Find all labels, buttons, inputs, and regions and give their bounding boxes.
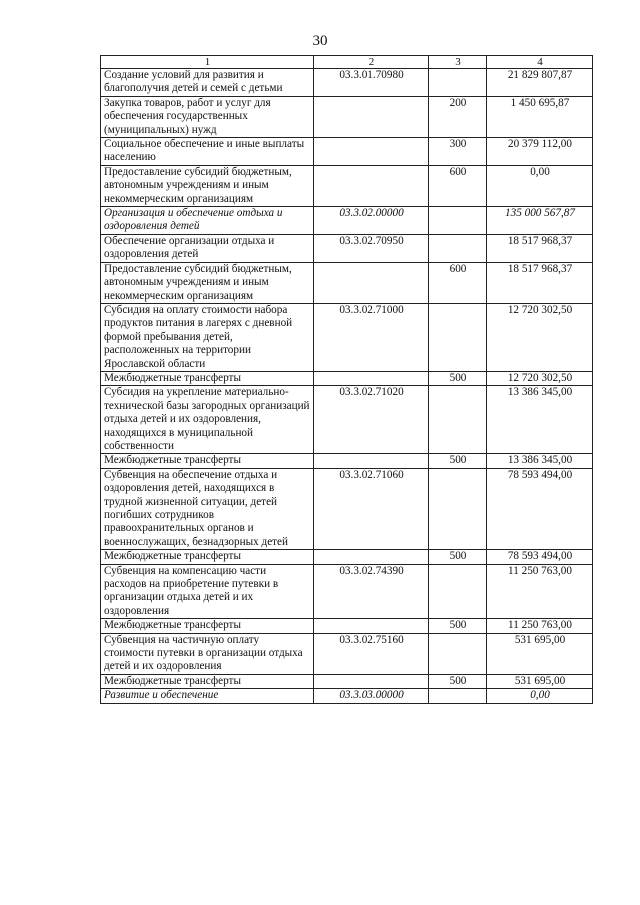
row-name-cell: Социальное обеспечение и иные выплаты населению xyxy=(101,138,314,166)
row-vr-cell xyxy=(429,207,487,235)
header-cell-amount: 4 xyxy=(487,56,593,69)
row-vr-cell: 500 xyxy=(429,454,487,468)
table-row xyxy=(101,674,593,688)
table-row xyxy=(101,689,593,703)
row-code-cell: 03.3.02.70950 xyxy=(314,234,429,262)
page-number: 30 xyxy=(312,33,328,49)
row-name-cell: Закупка товаров, работ и услуг для обеспечения государственных (муниципальных) нужд xyxy=(101,96,314,137)
row-name-cell: Межбюджетные трансферты xyxy=(101,619,314,633)
table-row xyxy=(101,371,593,385)
row-code-cell: 03.3.01.70980 xyxy=(314,69,429,97)
row-name-cell: Организация и обеспечение отдыха и оздоровления детей xyxy=(101,207,314,235)
header-cell-name: 1 xyxy=(101,56,314,69)
row-code-cell xyxy=(314,96,429,137)
row-amount-cell: 12 720 302,50 xyxy=(487,303,593,371)
row-amount-cell: 0,00 xyxy=(487,165,593,206)
row-name-cell: Субвенция на частичную оплату стоимости путевки в организации отдыха детей и их оздоровления xyxy=(101,633,314,674)
row-name-cell: Межбюджетные трансферты xyxy=(101,550,314,564)
table-row xyxy=(101,69,593,97)
row-code-cell: 03.3.02.71060 xyxy=(314,468,429,549)
row-vr-cell: 500 xyxy=(429,674,487,688)
row-amount-cell: 78 593 494,00 xyxy=(487,468,593,549)
row-vr-cell: 500 xyxy=(429,619,487,633)
row-code-cell: 03.3.02.00000 xyxy=(314,207,429,235)
row-amount-cell: 78 593 494,00 xyxy=(487,550,593,564)
row-vr-cell: 500 xyxy=(429,371,487,385)
row-amount-cell: 135 000 567,87 xyxy=(487,207,593,235)
header-cell-vr: 3 xyxy=(429,56,487,69)
row-code-cell xyxy=(314,550,429,564)
row-amount-cell: 18 517 968,37 xyxy=(487,262,593,303)
table-row xyxy=(101,207,593,235)
row-name-cell: Предоставление субсидий бюджетным, автономным учреждениям и иным некоммерческим организациям xyxy=(101,165,314,206)
row-name-cell: Межбюджетные трансферты xyxy=(101,674,314,688)
row-amount-cell: 531 695,00 xyxy=(487,633,593,674)
table-row xyxy=(101,550,593,564)
table-row xyxy=(101,564,593,619)
row-code-cell: 03.3.02.71000 xyxy=(314,303,429,371)
table-row xyxy=(101,386,593,454)
row-name-cell: Субвенция на компенсацию части расходов на приобретение путевки в организации отдыха детей и их оздоровления xyxy=(101,564,314,619)
row-code-cell xyxy=(314,619,429,633)
row-name-cell: Обеспечение организации отдыха и оздоровления детей xyxy=(101,234,314,262)
row-amount-cell: 13 386 345,00 xyxy=(487,386,593,454)
row-name-cell: Развитие и обеспечение xyxy=(101,689,314,703)
row-name-cell: Субсидия на оплату стоимости набора продуктов питания в лагерях с дневной формой пребывания детей, расположенных на территории Ярославской области xyxy=(101,303,314,371)
row-name-cell: Межбюджетные трансферты xyxy=(101,454,314,468)
row-amount-cell: 20 379 112,00 xyxy=(487,138,593,166)
row-vr-cell xyxy=(429,564,487,619)
row-vr-cell xyxy=(429,234,487,262)
row-code-cell: 03.3.02.71020 xyxy=(314,386,429,454)
table-row xyxy=(101,165,593,206)
row-name-cell: Межбюджетные трансферты xyxy=(101,371,314,385)
row-amount-cell: 11 250 763,00 xyxy=(487,564,593,619)
row-name-cell: Создание условий для развития и благополучия детей и семей с детьми xyxy=(101,69,314,97)
row-name-cell: Субсидия на укрепление материально-технической базы загородных организаций отдыха детей и их оздоровления, находящихся в муниципальной собственности xyxy=(101,386,314,454)
budget-table xyxy=(100,55,593,704)
row-name-cell: Субвенция на обеспечение отдыха и оздоровления детей, находящихся в трудной жизненной ситуации, детей погибших сотрудников правоохранительных органов и военнослужащих, безнадзорных детей xyxy=(101,468,314,549)
table-row xyxy=(101,234,593,262)
row-vr-cell: 600 xyxy=(429,262,487,303)
row-vr-cell xyxy=(429,633,487,674)
row-code-cell xyxy=(314,138,429,166)
row-vr-cell: 300 xyxy=(429,138,487,166)
row-code-cell xyxy=(314,262,429,303)
row-code-cell: 03.3.02.75160 xyxy=(314,633,429,674)
row-amount-cell: 11 250 763,00 xyxy=(487,619,593,633)
row-amount-cell: 12 720 302,50 xyxy=(487,371,593,385)
row-code-cell: 03.3.03.00000 xyxy=(314,689,429,703)
row-amount-cell: 18 517 968,37 xyxy=(487,234,593,262)
row-code-cell: 03.3.02.74390 xyxy=(314,564,429,619)
table-row xyxy=(101,468,593,549)
row-vr-cell xyxy=(429,386,487,454)
row-vr-cell: 200 xyxy=(429,96,487,137)
table-row xyxy=(101,619,593,633)
row-amount-cell: 1 450 695,87 xyxy=(487,96,593,137)
row-vr-cell xyxy=(429,69,487,97)
row-amount-cell: 13 386 345,00 xyxy=(487,454,593,468)
table-row xyxy=(101,96,593,137)
row-vr-cell xyxy=(429,689,487,703)
row-amount-cell: 21 829 807,87 xyxy=(487,69,593,97)
row-vr-cell: 500 xyxy=(429,550,487,564)
table-row xyxy=(101,262,593,303)
row-vr-cell xyxy=(429,468,487,549)
row-amount-cell: 0,00 xyxy=(487,689,593,703)
row-amount-cell: 531 695,00 xyxy=(487,674,593,688)
table-header-row xyxy=(101,56,593,69)
row-code-cell xyxy=(314,454,429,468)
row-vr-cell: 600 xyxy=(429,165,487,206)
table-row xyxy=(101,138,593,166)
table-row xyxy=(101,454,593,468)
table-row xyxy=(101,303,593,371)
row-code-cell xyxy=(314,371,429,385)
row-code-cell xyxy=(314,674,429,688)
header-cell-code: 2 xyxy=(314,56,429,69)
table-row xyxy=(101,633,593,674)
row-code-cell xyxy=(314,165,429,206)
row-name-cell: Предоставление субсидий бюджетным, автономным учреждениям и иным некоммерческим организациям xyxy=(101,262,314,303)
row-vr-cell xyxy=(429,303,487,371)
